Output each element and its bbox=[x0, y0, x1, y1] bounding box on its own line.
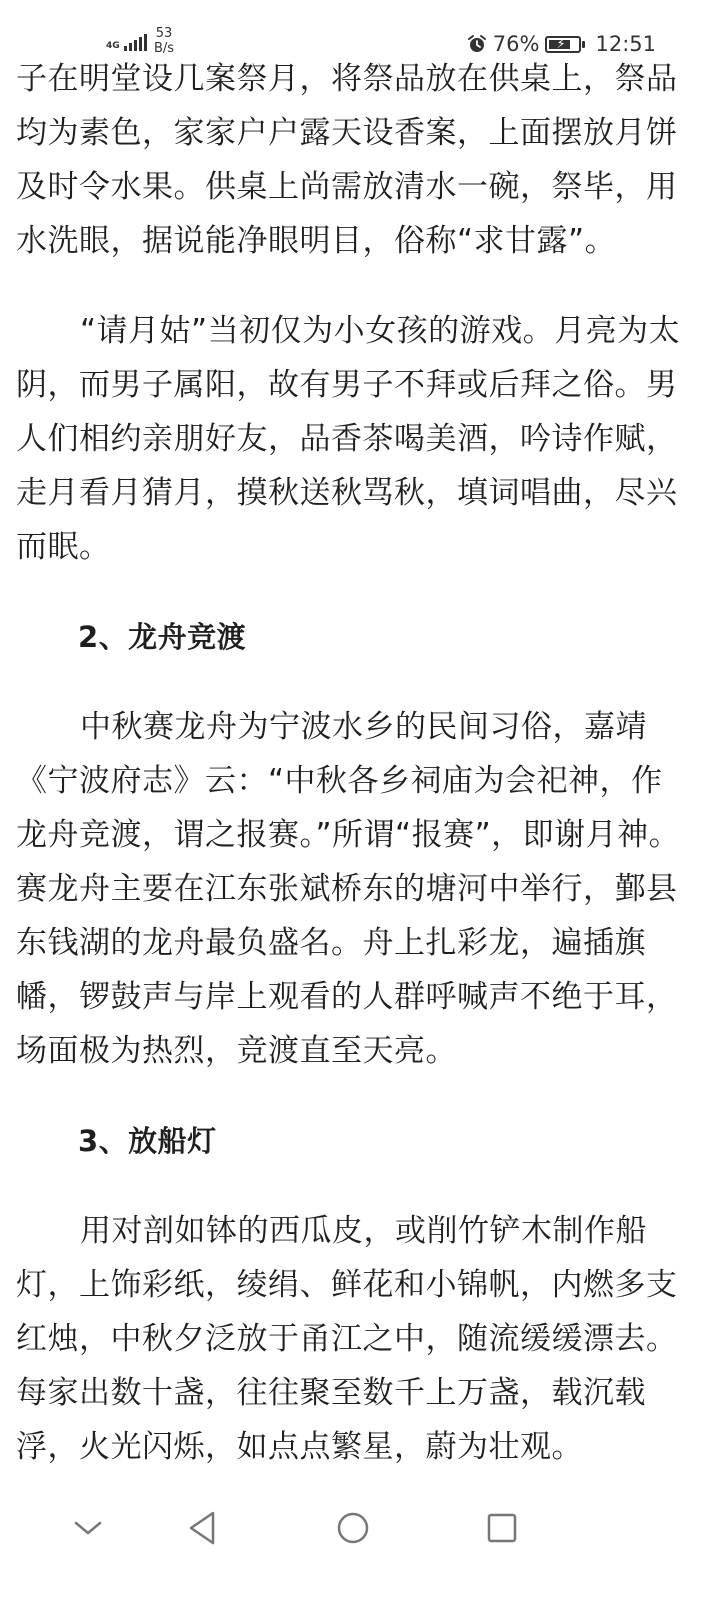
signal-bar bbox=[134, 40, 137, 51]
signal-indicator bbox=[106, 34, 147, 51]
signal-bar bbox=[129, 43, 132, 51]
recents-square-icon bbox=[485, 1511, 519, 1545]
article-body bbox=[16, 52, 688, 1474]
article-paragraph: 中秋赛龙舟为宁波水乡的民间习俗，嘉靖《宁波府志》云：“中秋各乡祠庙为会祀神，作龙舟竞渡，谓之报赛。”所谓“报赛”，即谢月神。赛龙舟主要在江东张斌桥东的塘河中举行，鄞县东钱湖的龙舟最负盛名。舟上扎彩龙，遍插旗幡，锣鼓声与岸上观看的人群呼喊声不绝于耳，场面极为热烈，竞渡直至天亮。 bbox=[16, 709, 681, 1069]
alarm-icon bbox=[467, 34, 487, 54]
article-paragraph: 子在明堂设几案祭月，将祭品放在供桌上，祭品均为素色，家家户户露天设香案，上面摆放月饼及时令水果。供桌上尚需放清水一碗，祭毕，用水洗眼，据说能净眼明目，俗称“求甘露”。 bbox=[16, 61, 678, 259]
home-button[interactable] bbox=[333, 1508, 373, 1548]
chevron-down-icon bbox=[73, 1518, 103, 1538]
signal-bar bbox=[139, 37, 142, 51]
charging-bolt-icon: ⚡ bbox=[556, 36, 566, 52]
network-speed-unit: B/s bbox=[154, 41, 175, 56]
section-heading: 2、龙舟竞渡 bbox=[78, 620, 247, 654]
clock: 12:51 bbox=[595, 32, 656, 56]
network-speed-value: 53 bbox=[155, 26, 173, 41]
signal-bar bbox=[124, 46, 127, 51]
back-button[interactable] bbox=[182, 1508, 222, 1548]
battery-icon bbox=[545, 36, 581, 53]
hide-nav-button[interactable] bbox=[68, 1508, 108, 1548]
article-paragraph: 用对剖如钵的西瓜皮，或削竹铲木制作船灯，上饰彩纸，绫绢、鲜花和小锦帆，内燃多支红烛，中秋夕泛放于甬江之中，随流缓缓漂去。每家出数十盏，往往聚至数千上万盏，载沉载浮，火光闪烁，如点点繁星，蔚为壮观。 bbox=[16, 1213, 678, 1465]
section-heading: 3、放船灯 bbox=[78, 1124, 217, 1158]
network-type: 4G bbox=[106, 41, 120, 51]
back-triangle-icon bbox=[185, 1510, 219, 1546]
battery-percent: 76% bbox=[492, 32, 540, 56]
recents-button[interactable] bbox=[482, 1508, 522, 1548]
home-circle-icon bbox=[335, 1510, 371, 1546]
navigation-bar bbox=[0, 1496, 720, 1560]
signal-bar bbox=[144, 34, 147, 51]
article-paragraph: “请月姑”当初仅为小女孩的游戏。月亮为太阴，而男子属阳，故有男子不拜或后拜之俗。男人们相约亲朋好友，品香茶喝美酒，吟诗作赋，走月看月猜月，摸秋送秋骂秋，填词唱曲，尽兴而眠。 bbox=[16, 313, 681, 565]
